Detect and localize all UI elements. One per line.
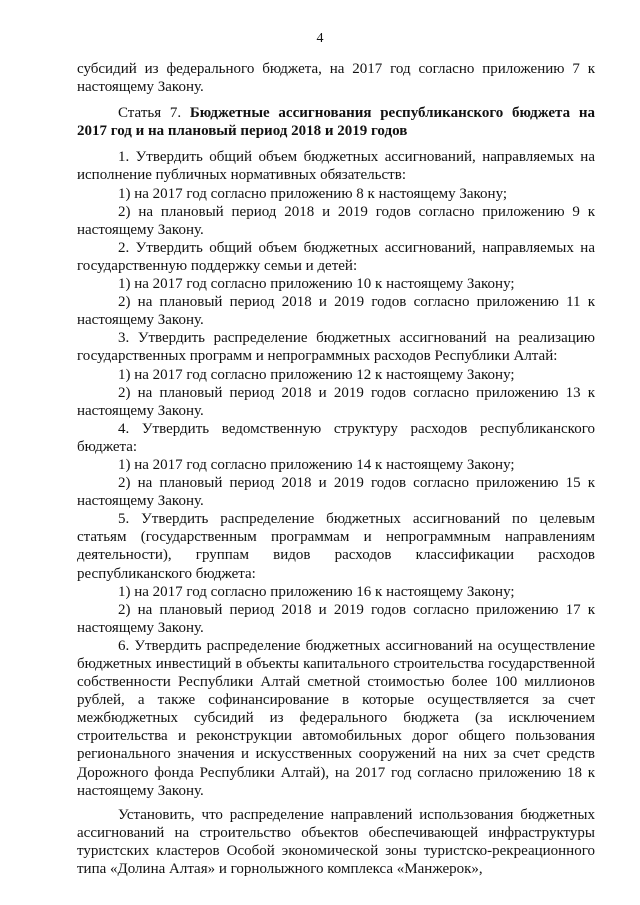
paragraph: 3. Утвердить распределение бюджетных ассигнований на реализацию государственных программ и непрограммных расходов Республики Алтай: (77, 330, 595, 365)
intro-paragraph: субсидий из федерального бюджета, на 2017 год согласно приложению 7 к настоящему Закону. (77, 61, 595, 96)
list-item: 1) на 2017 год согласно приложению 8 к настоящему Закону; (118, 185, 508, 202)
list-item: 2) на плановый период 2018 и 2019 годов согласно приложению 17 к настоящему Закону. (77, 601, 595, 636)
paragraph: 1. Утвердить общий объем бюджетных ассигнований, направляемых на исполнение публичных нормативных обязательств: (77, 149, 595, 184)
paragraph: 2. Утвердить общий объем бюджетных ассигнований, направляемых на государственную поддержку семьи и детей: (77, 239, 595, 274)
page-number: 4 (316, 31, 324, 46)
paragraph: Установить, что распределение направлений использования бюджетных ассигнований на строительство объектов обеспечивающей инфраструктуры туристских кластеров Особой экономической зоны туристско-рекреационного типа «Долина Алтая» и горнолыжного комплекса «Манжерок», (77, 806, 595, 878)
list-item: 2) на плановый период 2018 и 2019 годов согласно приложению 15 к настоящему Закону. (77, 475, 595, 510)
article-title: Бюджетные ассигнования республиканского бюджета на 2017 год и на плановый период 2018 и 2019 годов (77, 105, 595, 140)
list-item: 2) на плановый период 2018 и 2019 годов согласно приложению 11 к настоящему Закону. (77, 294, 595, 329)
article-label: Статья 7. (118, 105, 182, 122)
paragraph: 5. Утвердить распределение бюджетных ассигнований по целевым статьям (государственным программам и непрограммным направлениям деятельности), группам видов расходов классификации расходов республиканского бюджета: (77, 511, 595, 582)
list-item: 2) на плановый период 2018 и 2019 годов согласно приложению 9 к настоящему Закону. (77, 203, 595, 238)
list-item: 1) на 2017 год согласно приложению 10 к настоящему Закону; (118, 276, 515, 293)
list-item: 1) на 2017 год согласно приложению 16 к настоящему Закону; (118, 583, 515, 600)
list-item: 2) на плановый период 2018 и 2019 годов согласно приложению 13 к настоящему Закону. (77, 384, 595, 419)
article-heading (77, 104, 595, 140)
paragraph: 6. Утвердить распределение бюджетных ассигнований на осуществление бюджетных инвестиций в объекты капитального строительства государственной собственности Республики Алтай сметной стоимостью более 100 миллионов рублей, а также софинансирование в которые осуществляется за счет межбюджетных субсидий из федерального бюджета (за исключением строительства и реконструкции автомобильных дорог общего пользования регионального значения и искусственных сооружений на них за счет средств Дорожного фонда Республики Алтай), на 2017 год согласно приложению 18 к настоящему Закону. (77, 637, 595, 799)
list-item: 1) на 2017 год согласно приложению 12 к настоящему Закону; (118, 366, 515, 383)
document-body (77, 60, 595, 878)
paragraph: 4. Утвердить ведомственную структуру расходов республиканского бюджета: (77, 420, 595, 455)
list-item: 1) на 2017 год согласно приложению 14 к настоящему Закону; (118, 456, 515, 473)
